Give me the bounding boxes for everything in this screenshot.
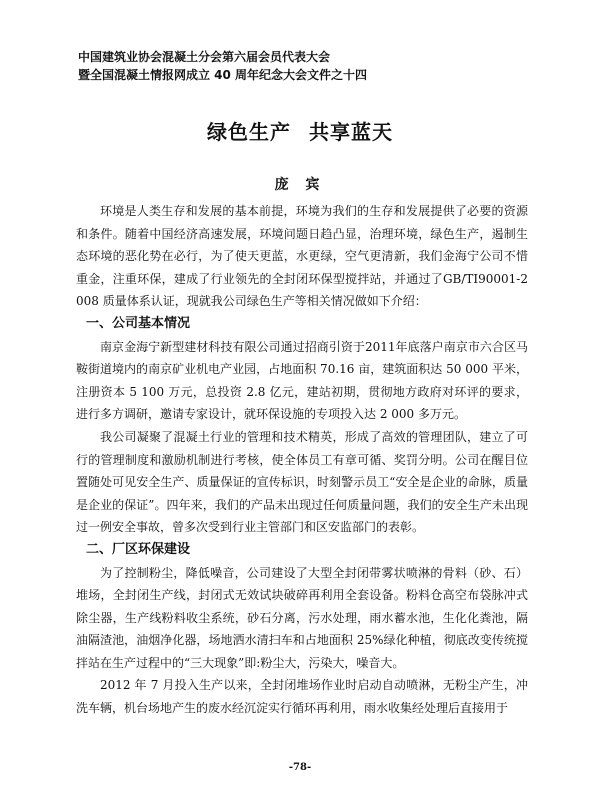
paragraph-environment-1: 为了控制粉尘，降低噪音，公司建设了大型全封闭带雾状喷淋的骨料（砂、石）堆场，全封闭生产线，封闭式无效试块破碎再利用全套设备。粉料仓高空布袋脉冲式除尘器，生产线粉料收尘系统，砂石分离，污水处理，雨水蓄水池，生化化粪池，隔油隔渣池，油烟净化器，场地洒水清扫车和占地面积 25%绿化种植，彻底改变传统搅拌站在生产过程中的“三大现象”即:粉尘大，污染大，噪音大。 [76,565,528,670]
author-name: 庞 宾 [274,177,326,193]
paragraph-environment-2: 2012 年 7 月投入生产以来，全封闭堆场作业时启动自动喷淋，无粉尘产生，冲洗车辆，机台场地产生的废水经沉淀实行循环再利用，雨水收集经处理后直接用于 [76,678,528,716]
header-line-1: 中国建筑业协会混凝土分会第六届会员代表大会 [78,50,331,64]
header-line-2: 暨全国混凝土情报网成立 40 周年纪念大会文件之十四 [78,68,368,82]
section-heading-2: 二、厂区环保建设 [86,541,191,557]
article-body [76,200,528,720]
paragraph-company-1: 南京金海宁新型建材科技有限公司通过招商引资于2011年底落户南京市六合区马鞍街道境内的南京矿业机电产业园，占地面积 70.16 亩，建筑面积达 50 000 平米，注册资本 5 100 万元，总投资 2.8 亿元，建站初期，贯彻地方政府对环评的要求，进行多方调研，邀请专家设计，就环保设施的专项投入达 2 000 多万元。 [76,339,528,422]
paragraph-intro: 环境是人类生存和发展的基本前提，环境为我们的生存和发展提供了必要的资源和条件。随着中国经济高速发展，环境问题日趋凸显，治理环境，绿色生产，遏制生态环境的恶化势在必行，为了使天更蓝，水更绿，空气更清新，我们金海宁公司不惜重金，注重环保，建成了行业领先的全封闭环保型搅拌站，并通过了GB/TI90001-2008 质量体系认证，现就我公司绿色生产等相关情况做如下介绍： [76,204,528,309]
title-part-1: 绿色生产 [207,120,291,144]
paragraph-company-2: 我公司凝聚了混凝土行业的管理和技术精英，形成了高效的管理团队，建立了可行的管理制度和激励机制进行考核，使全体员工有章可循、奖罚分明。公司在醒目位置随处可见安全生产、质量保证的宣传标识，时刻警示员工“安全是企业的命脉，质量是企业的保证”。四年来，我们的产品未出现过任何质量问题，我们的安全生产未出现过一例安全事故，曾多次受到行业主管部门和区安监部门的表彰。 [76,429,528,535]
page-number: -78- [288,762,312,773]
title-part-2: 共享蓝天 [309,120,393,144]
conference-header [78,48,367,84]
section-heading-1: 一、公司基本情况 [86,315,191,331]
article-title [0,116,600,145]
